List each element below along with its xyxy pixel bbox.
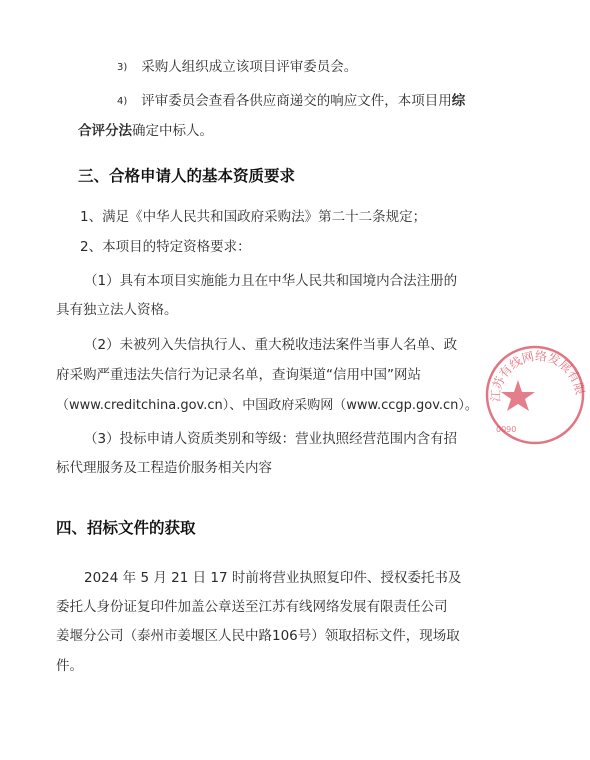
seal-text: 江苏有线网络发展有限 (488, 349, 588, 403)
requirement-item-1: 1、满足《中华人民共和国政府采购法》第二十二条规定； (80, 209, 427, 225)
requirement-sub-2-links: （www.creditchina.gov.cn）、中国政府采购网（www.ccgp.gov.cn）。 (56, 398, 478, 413)
step-text: 采购人组织成立该项目评审委员会。 (141, 59, 358, 75)
requirement-sub-2: （2）未被列入失信执行人、重大税收违法案件当事人名单、政 (84, 337, 458, 353)
requirement-sub-3: （3）投标申请人资质类别和等级：营业执照经营范围内含有招 (84, 431, 458, 447)
procedure-step-4 (117, 92, 465, 111)
bid-doc-paragraph-cont: 委托人身份证复印件加盖公章送至江苏有线网络发展有限责任公司 (56, 599, 448, 615)
star-icon (501, 380, 535, 411)
section-heading-qualifications: 三、合格申请人的基本资质要求 (78, 167, 296, 185)
evaluation-method-emphasis: 综 (451, 93, 466, 109)
seal-code: 0090 (496, 425, 517, 434)
section-heading-bid-documents: 四、招标文件的获取 (56, 519, 196, 537)
company-seal-stamp (480, 340, 590, 450)
procedure-step-4-cont (78, 122, 213, 140)
requirement-sub-3-cont: 标代理服务及工程造价服务相关内容 (56, 460, 272, 476)
step-number: 4) (117, 96, 128, 107)
step-text: 评审委员会查看各供应商递交的响应文件，本项目用 (141, 93, 452, 109)
bid-doc-paragraph-cont: 件。 (56, 658, 83, 674)
evaluation-method-emphasis: 合评分法 (78, 123, 132, 139)
bid-doc-paragraph-cont: 姜堰分公司（泰州市姜堰区人民中路106号）领取招标文件，现场取 (56, 628, 460, 644)
requirement-sub-1: （1）具有本项目实施能力且在中华人民共和国境内合法注册的 (84, 273, 458, 289)
requirement-sub-2-cont: 府采购严重违法失信行为记录名单，查询渠道“信用中国”网站 (56, 367, 421, 383)
bid-doc-paragraph: 2024 年 5 月 21 日 17 时前将营业执照复印件、授权委托书及 (84, 570, 462, 586)
step-number: 3) (117, 62, 128, 73)
step-text: 确定中标人。 (132, 123, 213, 139)
procedure-step-3 (117, 58, 357, 77)
requirement-item-2: 2、本项目的特定资格要求： (80, 239, 251, 255)
requirement-sub-1-cont: 具有独立法人资格。 (56, 302, 178, 318)
